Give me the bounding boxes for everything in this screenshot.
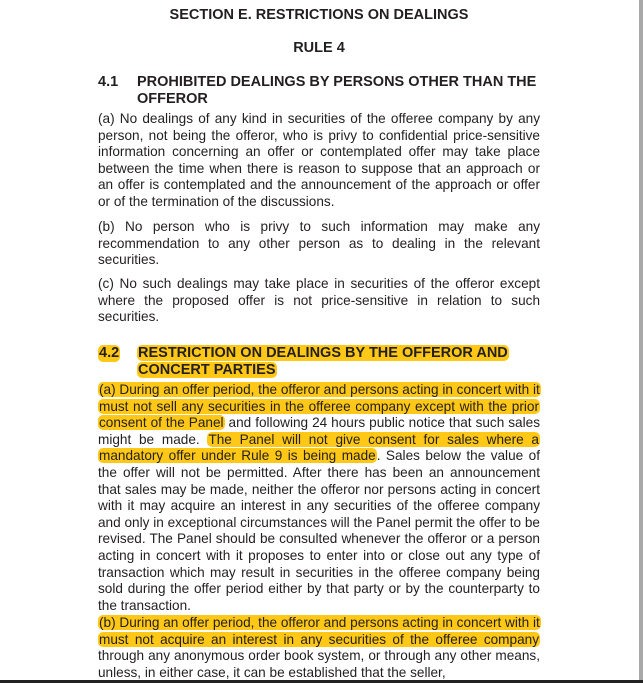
highlight-1: (a) During an offer period, the offeror and persons acting in concert with it must not sell any securities in the offeree company except with the prior consent of the Panel	[99, 382, 540, 431]
paragraph-4-1-a: (a) No dealings of any kind in securities of the offeree company by any person, not being the offeror, who is privy to confidential price-sensitive information concerning an offer or contemplated offer may take place between the time when there is reason to suppose that an approach or an offer is contemplated and the announcement of the approach or offer or of the termination of the discussions.	[98, 111, 540, 209]
highlight-3: (b) During an offer period, the offeror and persons acting in concert with it must not acquire an interest in any securities of the offeree company	[99, 615, 540, 647]
paragraph-4-2-b	[98, 615, 540, 681]
heading-text: PROHIBITED DEALINGS BY PERSONS OTHER THAN THE OFFEROR	[137, 74, 537, 107]
paragraph-4-1-c: (c) No such dealings may take place in securities of the offeror except where the proposed offer is not price-sensitive in relation to such securities.	[98, 276, 540, 325]
heading-text-wrap	[137, 345, 547, 379]
heading-text: RESTRICTION ON DEALINGS BY THE OFFEROR AND CONCERT PARTIES	[138, 345, 508, 378]
paragraph-4-2-a	[98, 382, 540, 614]
rule-title: RULE 4	[293, 40, 345, 56]
heading-number: 4.2	[99, 345, 120, 361]
text-3: through any anonymous order book system, or through any other means, unless, in either case, it can be established that the seller,	[98, 648, 540, 680]
highlight-2: The Panel will not give consent for sales where a mandatory offer under Rule 9 is being made	[99, 431, 539, 464]
heading-number: 4.1	[98, 74, 119, 90]
text-2: . Sales below the value of the offer will not be permitted. After there has been an announcement that sales may be made, neither the offeror nor persons acting in concert with it may acquire an interest in any securities of the offeree company and only in exceptional circumstances will the Panel permit the offer to be revised. The Panel should be consulted whenever the offeror or a person acting in concert with it proposes to enter into or close out any type of transaction which may result in securities in the offeree company being sold during the offer period either by that party or by the counterparty to the transaction.	[98, 448, 540, 613]
text-1: and following 24 hours public notice that such sales might be made.	[98, 415, 540, 447]
paragraph-4-1-b: (b) No person who is privy to such information may make any recommendation to any other person as to dealing in the relevant securities.	[98, 219, 540, 268]
section-title: SECTION E. RESTRICTIONS ON DEALINGS	[169, 7, 469, 23]
page-right-border	[639, 0, 643, 683]
